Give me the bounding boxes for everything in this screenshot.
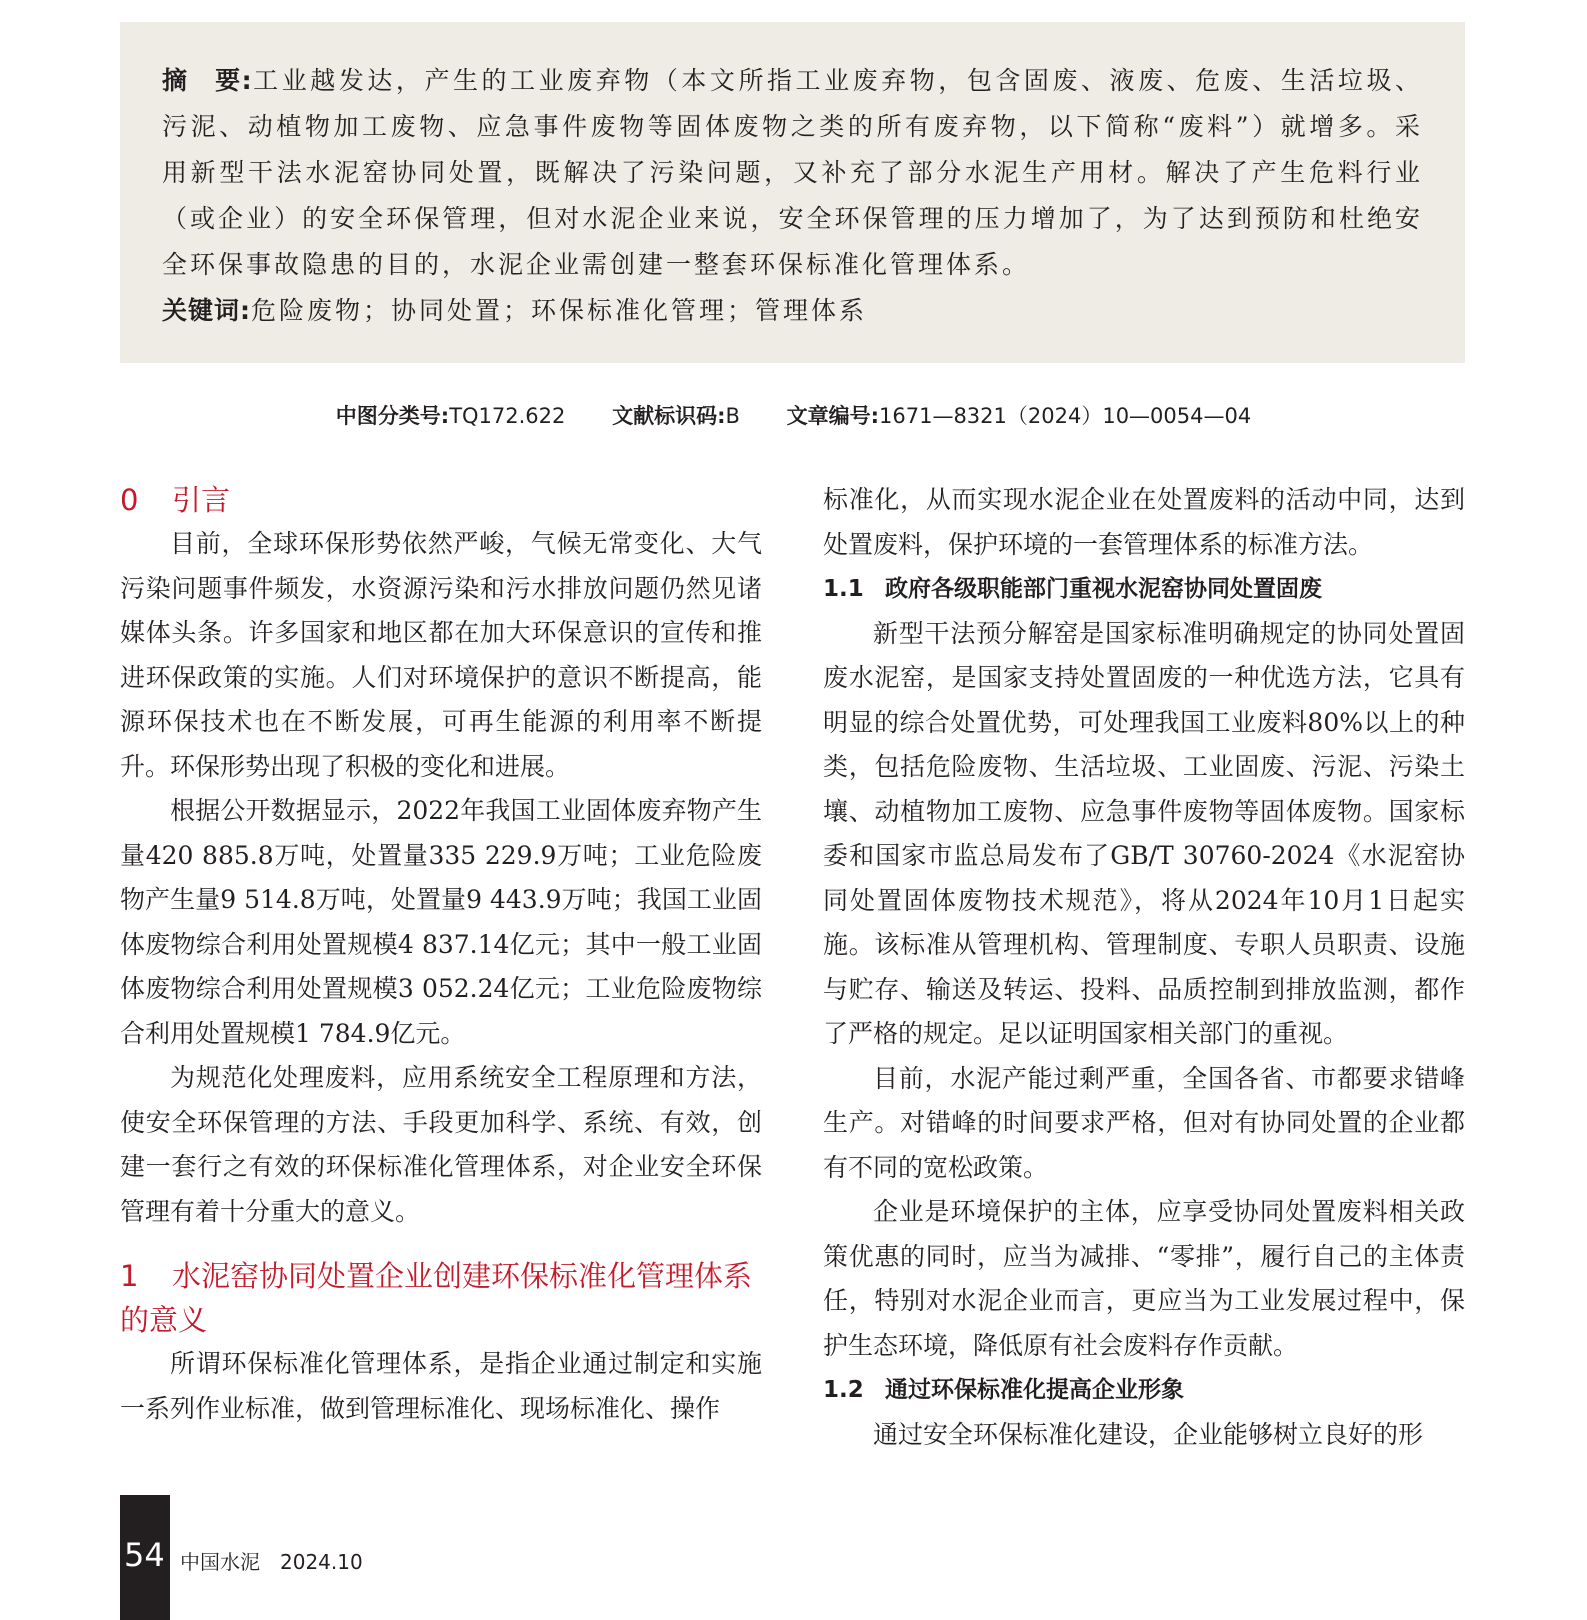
journal-issue: 中国水泥 2024.10 <box>180 1550 363 1574</box>
section-0-paragraph-3: 为规范化处理废料，应用系统安全工程原理和方法，使安全环保管理的方法、手段更加科学、系统、有效，创建一套行之有效的环保标准化管理体系，对企业安全环保管理有着十分重大的意义。 <box>120 1063 762 1226</box>
keywords-text: 危险废物；协同处置；环保标准化管理；管理体系 <box>251 296 868 325</box>
abstract-paragraph <box>162 58 1423 288</box>
article-number-label: 文章编号: <box>786 404 879 428</box>
doc-code-value: B <box>725 404 740 428</box>
section-0-paragraph-2: 根据公开数据显示，2022年我国工业固体废弃物产生量420 885.8万吨，处置量335 229.9万吨；工业危险废物产生量9 514.8万吨，处置量9 443.9万吨；我国工业固体废物综合利用处置规模4 837.14亿元；其中一般工业固体废物综合利用处置规模3 052.24亿元；工业危险废物综合利用处置规模1 784.9亿元。 <box>120 796 762 1048</box>
left-column <box>120 478 762 1431</box>
section-0-number: 0 <box>120 483 139 517</box>
section-1-1-number: 1.1 <box>823 576 864 602</box>
section-1-paragraph-1-continued: 标准化，从而实现水泥企业在处置废料的活动中同，达到处置废料，保护环境的一套管理体系的标准方法。 <box>823 485 1465 559</box>
abstract-label: 摘 要: <box>162 66 253 95</box>
classification-line <box>0 400 1587 430</box>
section-1-1-title: 政府各级职能部门重视水泥窑协同处置固废 <box>885 576 1322 602</box>
doc-code-item <box>612 404 740 428</box>
right-column <box>823 478 1465 1457</box>
section-1-paragraph-1: 所谓环保标准化管理体系，是指企业通过制定和实施一系列作业标准，做到管理标准化、现场标准化、操作 <box>120 1349 762 1423</box>
keywords-paragraph <box>162 288 1423 334</box>
abstract-box <box>120 22 1465 363</box>
section-1-heading <box>120 1254 762 1342</box>
section-1-number: 1 <box>120 1259 139 1293</box>
section-1-2-number: 1.2 <box>823 1377 864 1403</box>
section-1-1-paragraph-1: 新型干法预分解窑是国家标准明确规定的协同处置固废水泥窑，是国家支持处置固废的一种优选方法，它具有明显的综合处置优势，可处理我国工业废料80%以上的种类，包括危险废物、生活垃圾、工业固废、污泥、污染土壤、动植物加工废物、应急事件废物等固体废物。国家标委和国家市监总局发布了GB/T 30760-2024《水泥窑协同处置固体废物技术规范》，将从2024年10月1日起实施。该标准从管理机构、管理制度、专职人员职责、设施与贮存、输送及转运、投料、品质控制到排放监测，都作了严格的规定。足以证明国家相关部门的重视。 <box>823 618 1465 1048</box>
abstract-text: 工业越发达，产生的工业废弃物（本文所指工业废弃物，包含固废、液废、危废、生活垃圾、污泥、动植物加工废物、应急事件废物等固体废物之类的所有废弃物，以下简称“废料”）就增多。采用新型干法水泥窑协同处置，既解决了污染问题，又补充了部分水泥生产用材。解决了产生危料行业（或企业）的安全环保管理，但对水泥企业来说，安全环保管理的压力增加了，为了达到预防和杜绝安全环保事故隐患的目的，水泥企业需创建一整套环保标准化管理体系。 <box>162 66 1423 279</box>
section-1-title: 水泥窑协同处置企业创建环保标准化管理体系的意义 <box>120 1259 753 1337</box>
section-1-2-paragraph-1: 通过安全环保标准化建设，企业能够树立良好的形 <box>873 1419 1424 1449</box>
section-1-2-title: 通过环保标准化提高企业形象 <box>885 1377 1184 1403</box>
section-0-title: 引言 <box>172 483 231 517</box>
keywords-label: 关键词: <box>162 296 251 325</box>
clc-label: 中图分类号: <box>335 404 450 428</box>
article-number-value: 1671—8321（2024）10—0054—04 <box>879 404 1252 428</box>
section-0-paragraph-1: 目前，全球环保形势依然严峻，气候无常变化、大气污染问题事件频发，水资源污染和污水排放问题仍然见诸媒体头条。许多国家和地区都在加大环保意识的宣传和推进环保政策的实施。人们对环境保护的意识不断提高，能源环保技术也在不断发展，可再生能源的利用率不断提升。环保形势出现了积极的变化和进展。 <box>120 529 762 781</box>
clc-value: TQ172.622 <box>449 404 566 428</box>
page-number: 54 <box>124 1536 165 1574</box>
section-1-1-paragraph-2: 目前，水泥产能过剩严重，全国各省、市都要求错峰生产。对错峰的时间要求严格，但对有协同处置的企业都有不同的宽松政策。 <box>823 1063 1465 1182</box>
article-number-item <box>787 404 1252 428</box>
section-1-1-paragraph-3: 企业是环境保护的主体，应享受协同处置废料相关政策优惠的同时，应当为减排、“零排”，履行自己的主体责任，特别对水泥企业而言，更应当为工业发展过程中，保护生态环境，降低原有社会废料存作贡献。 <box>823 1197 1465 1360</box>
section-0-heading <box>120 478 762 522</box>
clc-item <box>336 404 566 428</box>
section-1-2-heading <box>823 1368 1465 1413</box>
doc-code-label: 文献标识码: <box>612 404 726 428</box>
section-1-1-heading <box>823 567 1465 612</box>
